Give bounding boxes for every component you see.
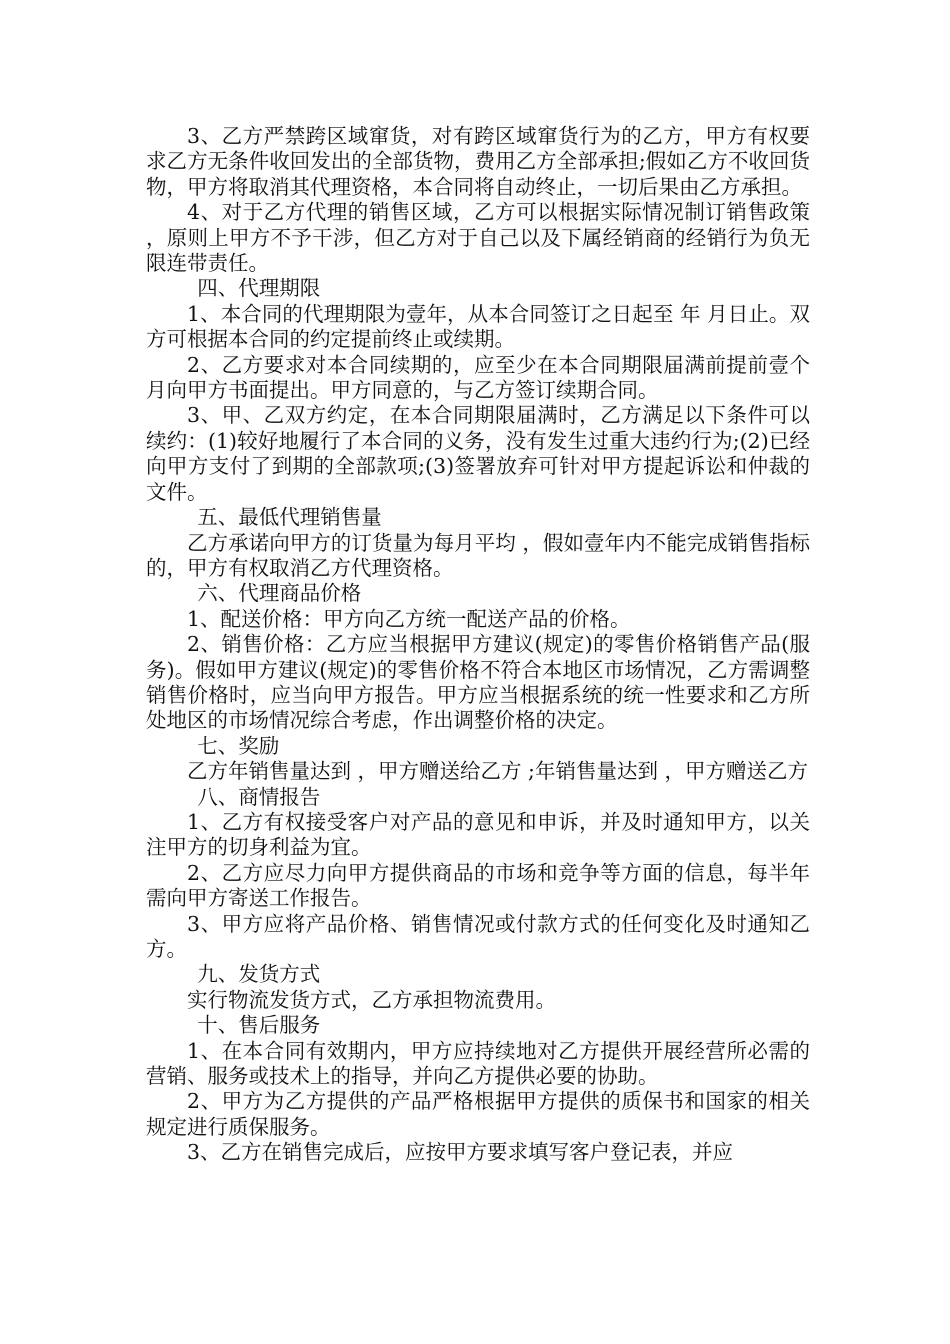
clause-after-sales-3: 3、乙方在销售完成后，应按甲方要求填写客户登记表，并应 (187, 1140, 734, 1165)
clause-term-1: 1、本合同的代理期限为壹年，从本合同签订之日起至 年 月日止。双方可根据本合同的约定提前终止或续期。 (146, 301, 810, 352)
clause-term-2: 2、乙方要求对本合同续期的，应至少在本合同期限届满前提前壹个月向甲方书面提出。甲方同意的，与乙方签订续期合同。 (146, 352, 810, 403)
clause-report-2: 2、乙方应尽力向甲方提供商品的市场和竞争等方面的信息，每半年需向甲方寄送工作报告。 (146, 860, 810, 911)
section-heading-delivery: 九、发货方式 (197, 962, 321, 987)
section-heading-reward: 七、奖励 (197, 733, 280, 758)
section-heading-agency-term: 四、代理期限 (197, 276, 321, 301)
document-page (146, 124, 810, 1166)
clause-delivery: 实行物流发货方式，乙方承担物流费用。 (187, 987, 556, 1012)
clause-3-cross-region: 3、乙方严禁跨区域窜货，对有跨区域窜货行为的乙方，甲方有权要求乙方无条件收回发出的全部货物，费用乙方全部承担;假如乙方不收回货物，甲方将取消其代理资格，本合同将自动终止，一切后果由乙方承担。 (146, 124, 810, 199)
section-heading-price: 六、代理商品价格 (197, 581, 362, 606)
section-heading-min-sales: 五、最低代理销售量 (197, 505, 382, 530)
clause-reward: 乙方年销售量达到 ，甲方赠送给乙方 ;年销售量达到 ，甲方赠送乙方 (187, 759, 808, 784)
clause-price-2: 2、销售价格：乙方应当根据甲方建议(规定)的零售价格销售产品(服务)。假如甲方建议(规定)的零售价格不符合本地区市场情况，乙方需调整销售价格时，应当向甲方报告。甲方应当根据系统的统一性要求和乙方所处地区的市场情况综合考虑，作出调整价格的决定。 (146, 632, 810, 733)
clause-report-1: 1、乙方有权接受客户对产品的意见和申诉，并及时通知甲方，以关注甲方的切身利益为宜。 (146, 809, 810, 860)
clause-term-3: 3、甲、乙双方约定，在本合同期限届满时，乙方满足以下条件可以续约：(1)较好地履行了本合同的义务，没有发生过重大违约行为;(2)已经向甲方支付了到期的全部款项;(3)签署放弃可针对甲方提起诉讼和仲裁的文件。 (146, 403, 810, 504)
clause-min-sales: 乙方承诺向甲方的订货量为每月平均 ，假如壹年内不能完成销售指标的，甲方有权取消乙方代理资格。 (146, 530, 810, 580)
clause-report-3: 3、甲方应将产品价格、销售情况或付款方式的任何变化及时通知乙方。 (146, 911, 810, 961)
section-heading-after-sales: 十、售后服务 (197, 1013, 321, 1038)
clause-4-sales-policy: 4、对于乙方代理的销售区域，乙方可以根据实际情况制订销售政策，原则上甲方不予干涉，但乙方对于自己以及下属经销商的经销行为负无限连带责任。 (146, 200, 810, 276)
section-heading-report: 八、商情报告 (197, 784, 321, 809)
clause-after-sales-2: 2、甲方为乙方提供的产品严格根据甲方提供的质保书和国家的相关规定进行质保服务。 (146, 1089, 810, 1139)
clause-price-1: 1、配送价格：甲方向乙方统一配送产品的价格。 (187, 606, 631, 631)
clause-after-sales-1: 1、在本合同有效期内，甲方应持续地对乙方提供开展经营所必需的营销、服务或技术上的指导，并向乙方提供必要的协助。 (146, 1038, 810, 1089)
